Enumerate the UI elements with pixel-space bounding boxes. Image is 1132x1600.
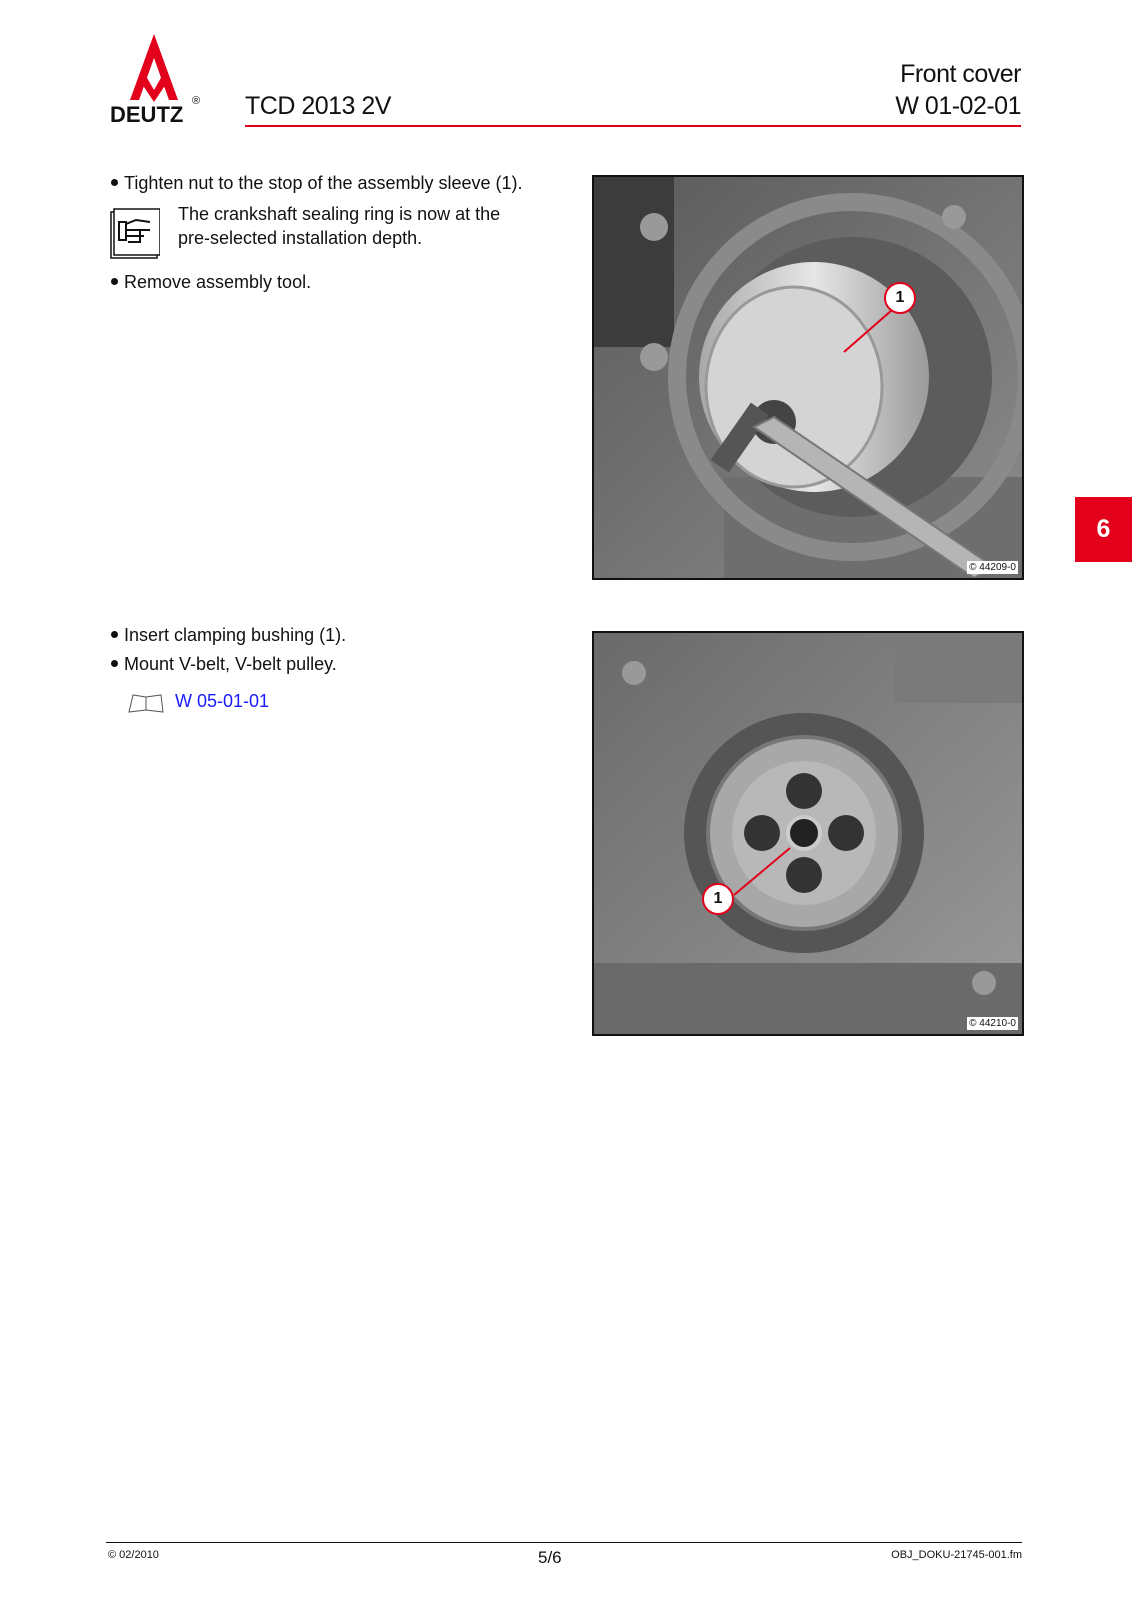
callout-1: 1 <box>884 282 916 314</box>
step-text: Tighten nut to the stop of the assembly sleeve (1). <box>124 173 523 193</box>
step-text: Remove assembly tool. <box>124 272 312 292</box>
step-tighten-nut <box>111 172 523 194</box>
pointing-hand-icon <box>110 208 160 260</box>
step-remove-tool <box>111 271 311 293</box>
book-icon <box>127 692 165 714</box>
page-title: Front cover <box>900 60 1021 88</box>
page-number: 5/6 <box>538 1548 562 1567</box>
footer-filename: OBJ_DOKU-21745-001.fm <box>891 1549 1022 1561</box>
header-divider <box>245 125 1021 127</box>
reference-link[interactable]: W 05-01-01 <box>175 691 270 711</box>
registered-mark: ® <box>192 95 201 107</box>
step-insert-bushing <box>111 624 346 646</box>
footer-divider <box>106 1542 1022 1543</box>
step-mount-vbelt <box>111 653 337 675</box>
document-code: W 01-02-01 <box>895 92 1021 120</box>
footer-date: © 02/2010 <box>108 1549 159 1561</box>
logo-wordmark: DEUTZ <box>110 102 184 127</box>
bullet-icon <box>111 278 118 285</box>
photo-code: © 44210-0 <box>969 1018 1016 1029</box>
note-text <box>178 202 538 250</box>
note-line: pre-selected installation depth. <box>178 228 423 248</box>
note-line: The crankshaft sealing ring is now at the <box>178 204 501 224</box>
chapter-tab[interactable]: 6 <box>1075 497 1132 562</box>
callout-1: 1 <box>702 883 734 915</box>
bullet-icon <box>111 660 118 667</box>
step-text: Mount V-belt, V-belt pulley. <box>124 654 337 674</box>
bullet-icon <box>111 179 118 186</box>
deutz-logo <box>106 32 206 128</box>
photo-code: © 44209-0 <box>969 562 1016 573</box>
photo-clamping-bushing <box>592 631 1024 1036</box>
photo-assembly-sleeve <box>592 175 1024 580</box>
bullet-icon <box>111 631 118 638</box>
model-name: TCD 2013 2V <box>245 92 391 120</box>
step-text: Insert clamping bushing (1). <box>124 625 347 645</box>
